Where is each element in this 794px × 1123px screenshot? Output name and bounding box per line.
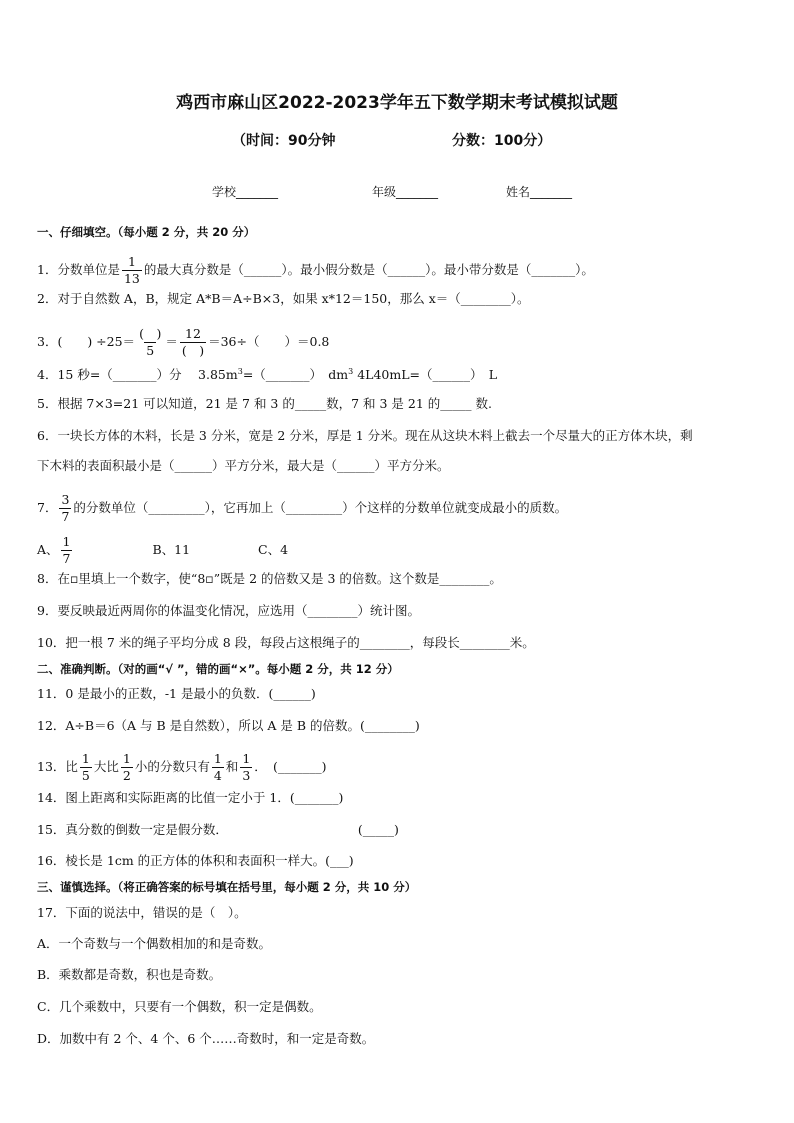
question-12: 12．A÷B＝6（A 与 B 是自然数），所以 A 是 B 的倍数。(________) <box>37 718 420 733</box>
question-3: 3．( ) ÷25＝ $\frac{( )}{5}$ ＝ $\frac{12}{( )}$ ＝36÷（ ）＝0.8 <box>37 326 330 358</box>
section-3-heading: 三、谨慎选择。（将正确答案的标号填在括号里，每小题 2 分，共 10 分） <box>37 880 417 894</box>
section-1-heading: 一、仔细填空。（每小题 2 分，共 20 分） <box>37 225 256 239</box>
question-2: 2．对于自然数 A，B，规定 A*B＝A÷B×3，如果 x*12＝150，那么 x＝（________）。 <box>37 291 530 306</box>
fraction: $\frac{3}{7}$ <box>61 492 70 524</box>
question-10: 10．把一根 7 米的绳子平均分成 8 段，每段占这根绳子的________，每段长________米。 <box>37 635 535 650</box>
question-6-line-2: 下木料的表面积最小是（______）平方分米，最大是（______）平方分米。 <box>37 458 450 473</box>
grade-field[interactable]: 年级_______ <box>372 185 439 199</box>
fraction: $\frac{( )}{5}$ <box>139 326 162 358</box>
fraction: $\frac{1}{3}$ <box>242 751 251 783</box>
question-1: 1．分数单位是 $\frac{1}{13}$ 的最大真分数是（______）。最小假分数是（______）。最小带分数是（_______）。 <box>37 254 594 286</box>
name-field[interactable]: 姓名_______ <box>506 185 573 199</box>
section-2-heading: 二、准确判断。（对的画“√ ”，错的画“×”。每小题 2 分，共 12 分） <box>37 662 399 676</box>
fraction: $\frac{12}{( )}$ <box>181 326 205 358</box>
fraction: $\frac{1}{2}$ <box>122 751 131 783</box>
fraction: $\frac{1}{4}$ <box>213 751 222 783</box>
question-7-options <box>37 536 288 565</box>
fraction: $\frac{1}{5}$ <box>81 751 90 783</box>
option-d[interactable]: D．加数中有 2 个、4 个、6 个……奇数时，和一定是奇数。 <box>37 1031 375 1046</box>
option-a[interactable]: A、 $\frac{1}{7}$ <box>37 534 71 566</box>
school-field[interactable]: 学校_______ <box>212 185 279 199</box>
page-title: 鸡西市麻山区2022-2023学年五下数学期末考试模拟试题 <box>176 93 618 113</box>
option-b[interactable]: B．乘数都是奇数，积也是奇数。 <box>37 967 222 982</box>
question-17: 17．下面的说法中，错误的是（ ）。 <box>37 905 247 920</box>
question-8: 8．在▫里填上一个数字，使“8▫”既是 2 的倍数又是 3 的倍数。这个数是________。 <box>37 571 502 586</box>
question-11: 11．0 是最小的正数，-1 是最小的负数．(______) <box>37 686 316 701</box>
question-5: 5．根据 7×3=21 可以知道，21 是 7 和 3 的_____数，7 和 3 是 21 的_____ 数. <box>37 396 492 411</box>
option-a[interactable]: A．一个奇数与一个偶数相加的和是奇数。 <box>37 936 272 951</box>
question-15: 15．真分数的倒数一定是假分数． (_____) <box>37 822 399 837</box>
question-13: 13．比 $\frac{1}{5}$ 大比 $\frac{1}{2}$ 小的分数只有 $\frac{1}{4}$ 和 $\frac{1}{3}$ ． (_______) <box>37 751 327 783</box>
exam-score: 分数：100分） <box>452 133 552 149</box>
option-b[interactable]: B、11 <box>152 542 191 557</box>
question-14: 14．图上距离和实际距离的比值一定小于 1．(_______) <box>37 790 344 805</box>
answer-blank[interactable]: (_____) <box>357 822 399 837</box>
fraction: $\frac{1}{7}$ <box>62 534 71 566</box>
exam-time: （时间：90分钟 <box>232 133 336 149</box>
question-7: 7． $\frac{3}{7}$ 的分数单位（_________），它再加上（_________）个这样的分数单位就变成最小的质数。 <box>37 492 568 524</box>
question-9: 9．要反映最近两周你的体温变化情况，应选用（________）统计图。 <box>37 603 420 618</box>
question-6-line-1: 6．一块长方体的木料，长是 3 分米，宽是 2 分米，厚是 1 分米。现在从这块木料上截去一个尽量大的正方体木块，剩 <box>37 428 693 443</box>
option-c[interactable]: C．几个乘数中，只要有一个偶数，积一定是偶数。 <box>37 999 322 1014</box>
option-c[interactable]: C、4 <box>258 542 289 557</box>
question-4: 4．15 秒=（_______）分 $3.85m^3=(\_\_\_\_\_\_\_)$ $dm^3$ 4L40mL=（______） L <box>37 367 498 383</box>
fraction: $\frac{1}{13}$ <box>123 254 140 286</box>
question-16: 16．棱长是 1cm 的正方体的体积和表面积一样大。(___) <box>37 853 354 868</box>
